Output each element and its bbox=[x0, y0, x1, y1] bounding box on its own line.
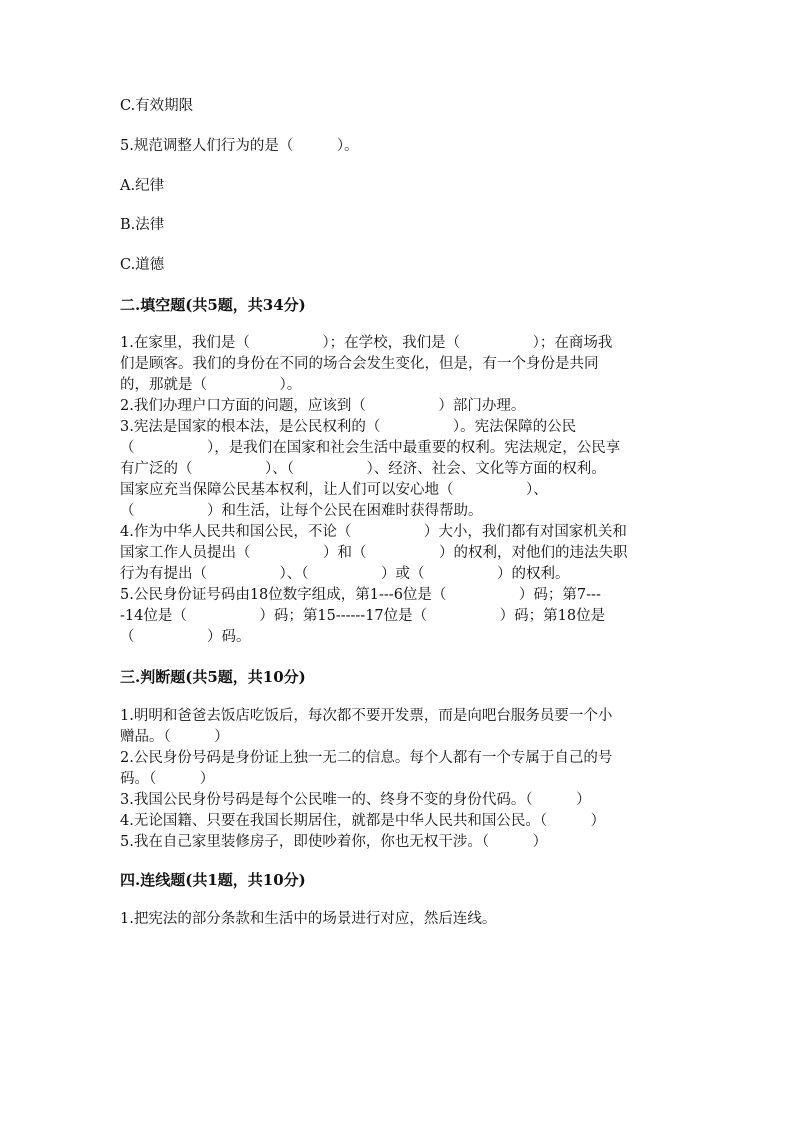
judge-line: 5.我在自己家里装修房子，即使吵着你，你也无权干涉。（ ） bbox=[120, 834, 548, 850]
fill-line: （ ）码。 bbox=[120, 629, 251, 645]
judge-line: 2.公民身份号码是身份证上独一无二的信息。每个人都有一个专属于自己的号 bbox=[120, 750, 613, 766]
fill-line: 国家工作人员提出（ ）和（ ）的权利，对他们的违法失职 bbox=[120, 545, 628, 561]
fill-line: 3.宪法是国家的根本法，是公民权利的（ ）。宪法保障的公民 bbox=[120, 419, 577, 435]
q4-option-c: C.有效期限 bbox=[120, 98, 194, 114]
q5-option-a: A.纪律 bbox=[120, 178, 165, 194]
fill-line: 国家应充当保障公民基本权利，让人们可以安心地（ ）、 bbox=[120, 482, 548, 498]
fill-line: 2.我们办理户口方面的问题，应该到（ ）部门办理。 bbox=[120, 398, 526, 414]
judge-line: 赠品。（ ） bbox=[120, 729, 229, 745]
fill-line: 5.公民身份证号码由18位数字组成，第1---6位是（ ）码；第7--- bbox=[120, 587, 601, 603]
q5-stem: 5.规范调整人们行为的是（ ）。 bbox=[120, 138, 359, 154]
judge-line: 3.我国公民身份号码是每个公民唯一的、终身不变的身份代码。（ ） bbox=[120, 792, 591, 808]
fill-line: 行为有提出（ ）、（ ）或（ ）的权利。 bbox=[120, 566, 570, 582]
judge-line: 码。（ ） bbox=[120, 771, 215, 787]
q5-option-c: C.道德 bbox=[120, 257, 165, 273]
judge-line: 1.明明和爸爸去饭店吃饭后，每次都不要开发票，而是向吧台服务员要一个小 bbox=[120, 708, 613, 724]
section3-heading: 三.判断题(共5题，共10分) bbox=[120, 668, 306, 686]
fill-line: -14位是（ ）码；第15------17位是（ ）码；第18位是 bbox=[120, 608, 606, 624]
fill-line: 1.在家里，我们是（ ）；在学校，我们是（ ）；在商场我 bbox=[120, 335, 613, 351]
fill-line: 4.作为中华人民共和国公民，不论（ ）大小，我们都有对国家机关和 bbox=[120, 524, 627, 540]
match-question: 1.把宪法的部分条款和生活中的场景进行对应，然后连线。 bbox=[120, 911, 497, 927]
section4-heading: 四.连线题(共1题，共10分) bbox=[120, 871, 306, 889]
fill-line: （ ），是我们在国家和社会生活中最重要的权利。宪法规定，公民享 bbox=[120, 440, 621, 456]
q5-option-b: B.法律 bbox=[120, 217, 165, 233]
fill-line: 的，那就是（ ）。 bbox=[120, 377, 302, 393]
fill-line: （ ）和生活，让每个公民在困难时获得帮助。 bbox=[120, 503, 483, 519]
judge-line: 4.无论国籍、只要在我国长期居住，就都是中华人民共和国公民。（ ） bbox=[120, 813, 606, 829]
fill-line: 有广泛的（ ）、（ ）、经济、社会、文化等方面的权利。 bbox=[120, 461, 606, 477]
section2-heading: 二.填空题(共5题，共34分) bbox=[120, 296, 306, 314]
fill-line: 们是顾客。我们的身份在不同的场合会发生变化，但是，有一个身份是共同 bbox=[120, 356, 599, 372]
